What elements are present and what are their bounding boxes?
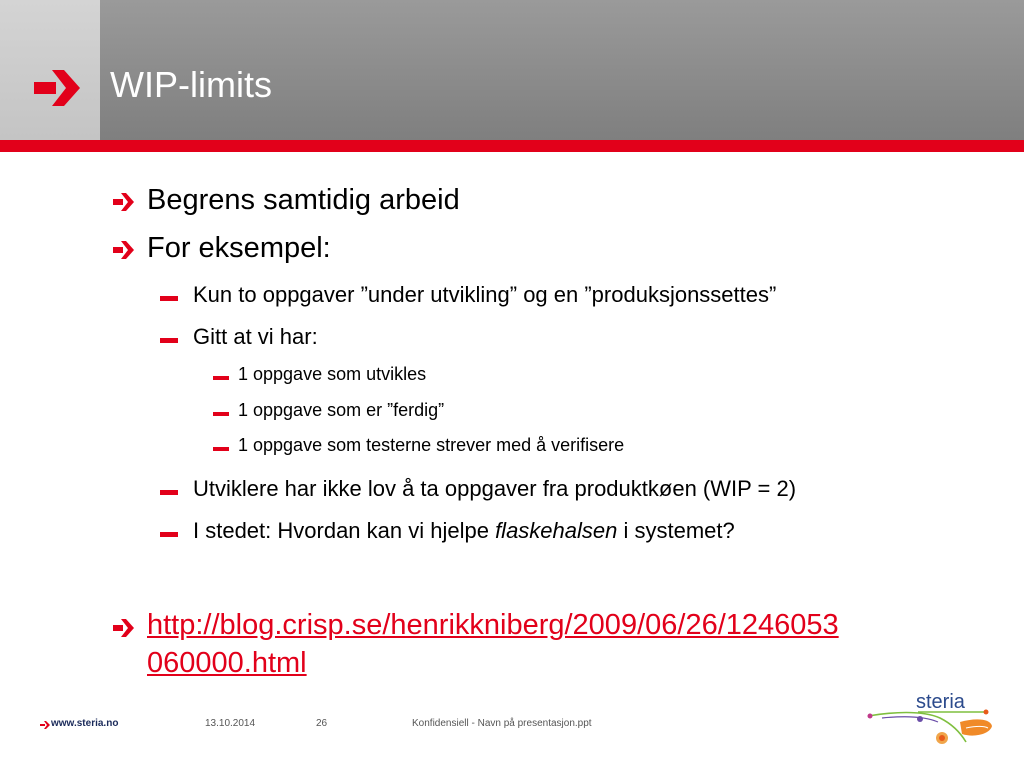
- blog-link[interactable]: [147, 606, 839, 682]
- slide-title: WIP-limits: [110, 64, 272, 105]
- subsubbullet-1: 1 oppgave som utvikles: [238, 364, 427, 384]
- subbullet-utviklere: Utviklere har ikke lov å ta oppgaver fra produktkøen (WIP = 2): [193, 476, 797, 501]
- i-stedet-emphasis: flaskehalsen: [495, 518, 618, 543]
- footer-url[interactable]: www.steria.no: [51, 718, 119, 729]
- footer-date: 13.10.2014: [205, 718, 256, 729]
- dash-icon: [213, 376, 229, 380]
- dash-icon: [160, 490, 178, 495]
- subbullet-gitt-at: Gitt at vi har:: [193, 324, 318, 349]
- bullet-begrens: Begrens samtidig arbeid: [147, 184, 460, 216]
- arrow-right-icon: [113, 241, 135, 259]
- subbullet-kun-to: Kun to oppgaver ”under utvikling” og en ”produksjonssettes”: [193, 282, 777, 307]
- subsubbullet-2: 1 oppgave som er ”ferdig”: [238, 400, 445, 420]
- dash-icon: [160, 338, 178, 343]
- dash-icon: [213, 447, 229, 451]
- page-number: 26: [316, 718, 328, 729]
- arrow-right-icon: [113, 619, 135, 637]
- blog-link-line2[interactable]: 060000.html: [147, 647, 307, 679]
- subsubbullet-3: 1 oppgave som testerne strever med å verifisere: [238, 435, 625, 455]
- logo-wordmark: steria: [916, 691, 965, 713]
- dash-icon: [160, 296, 178, 301]
- arrow-right-icon: [113, 193, 135, 211]
- subbullet-i-stedet: [193, 518, 735, 544]
- footer-arrow-icon: [40, 721, 50, 729]
- footer-confidential: Konfidensiell - Navn på presentasjon.ppt: [412, 718, 592, 729]
- dash-icon: [213, 412, 229, 416]
- blog-link-line1[interactable]: http://blog.crisp.se/henrikkniberg/2009/06/26/1246053: [147, 609, 839, 641]
- steria-logo: [862, 688, 1002, 750]
- i-stedet-prefix: I stedet: Hvordan kan vi hjelpe: [193, 518, 496, 543]
- i-stedet-suffix: i systemet?: [617, 518, 735, 543]
- bullet-for-eksempel: For eksempel:: [147, 232, 331, 264]
- dash-icon: [160, 532, 178, 537]
